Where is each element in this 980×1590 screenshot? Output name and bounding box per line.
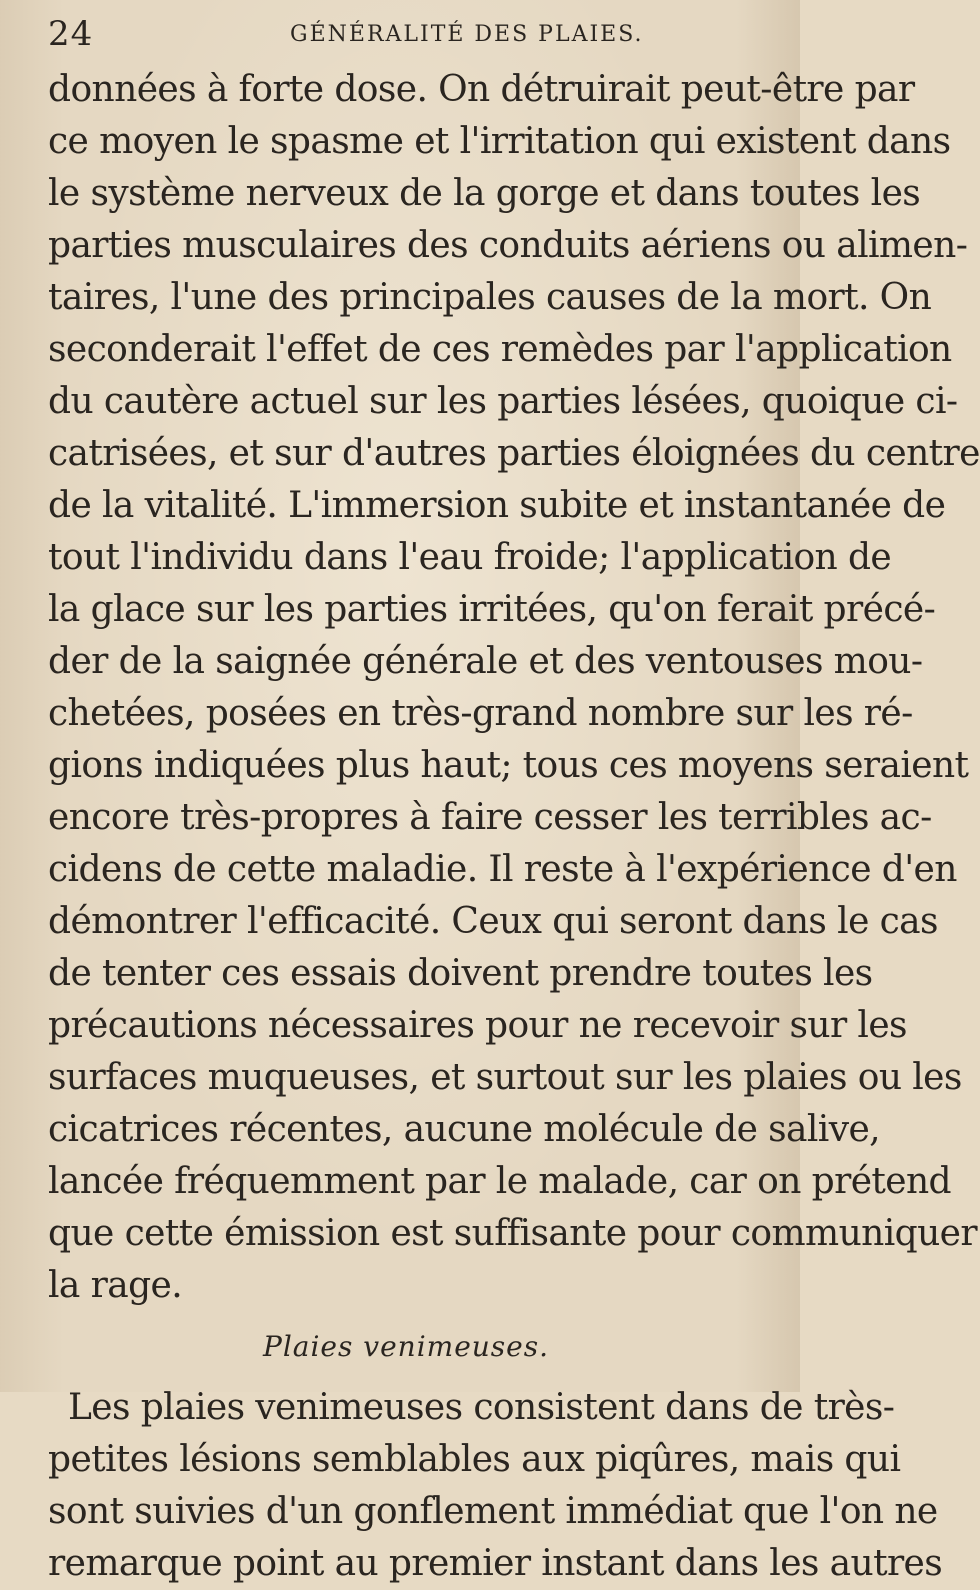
- text-line: der de la saignée générale et des ventouses mou-: [48, 641, 923, 682]
- section-heading: Plaies venimeuses.: [262, 1330, 550, 1363]
- text-line: du cautère actuel sur les parties lésées, quoique ci-: [48, 381, 958, 422]
- page-header: [48, 14, 768, 58]
- text-line: démontrer l'efficacité. Ceux qui seront dans le cas: [48, 901, 938, 942]
- text-line: précautions nécessaires pour ne recevoir sur les: [48, 1005, 907, 1046]
- text-line: de la vitalité. L'immersion subite et instantanée de: [48, 485, 946, 526]
- text-line: lancée fréquemment par le malade, car on prétend: [48, 1161, 951, 1202]
- text-line: remarque point au premier instant dans les autres: [48, 1543, 943, 1584]
- text-line: ce moyen le spasme et l'irritation qui existent dans: [48, 121, 951, 162]
- text-line: catrisées, et sur d'autres parties éloignées du centre: [48, 433, 980, 474]
- text-line: surfaces muqueuses, et surtout sur les plaies ou les: [48, 1057, 962, 1098]
- text-line: Les plaies venimeuses consistent dans de très-: [68, 1387, 895, 1428]
- text-line: que cette émission est suffisante pour communiquer: [48, 1213, 977, 1254]
- text-line: la rage.: [48, 1265, 183, 1306]
- text-line: la glace sur les parties irritées, qu'on ferait précé-: [48, 589, 936, 630]
- text-line: sont suivies d'un gonflement immédiat que l'on ne: [48, 1491, 938, 1532]
- text-line: données à forte dose. On détruirait peut-être par: [48, 69, 915, 110]
- text-line: parties musculaires des conduits aériens ou alimen-: [48, 225, 968, 266]
- text-line: cicatrices récentes, aucune molécule de salive,: [48, 1109, 880, 1150]
- text-line: cidens de cette maladie. Il reste à l'expérience d'en: [48, 849, 957, 890]
- running-head: GÉNÉRALITÉ DES PLAIES.: [290, 22, 644, 47]
- page-number: 24: [48, 14, 94, 54]
- text-line: le système nerveux de la gorge et dans toutes les: [48, 173, 921, 214]
- text-line: chetées, posées en très-grand nombre sur les ré-: [48, 693, 913, 734]
- paragraph-1: [48, 64, 980, 1312]
- text-line: encore très-propres à faire cesser les terribles ac-: [48, 797, 932, 838]
- text-line: gions indiquées plus haut; tous ces moyens seraient: [48, 745, 969, 786]
- text-line: tout l'individu dans l'eau froide; l'application de: [48, 537, 892, 578]
- paragraph-2: [48, 1382, 943, 1590]
- text-line: petites lésions semblables aux piqûres, mais qui: [48, 1439, 901, 1480]
- body-text: [48, 64, 980, 1590]
- text-line: de tenter ces essais doivent prendre toutes les: [48, 953, 873, 994]
- text-line: seconderait l'effet de ces remèdes par l'application: [48, 329, 952, 370]
- text-line: taires, l'une des principales causes de la mort. On: [48, 277, 932, 318]
